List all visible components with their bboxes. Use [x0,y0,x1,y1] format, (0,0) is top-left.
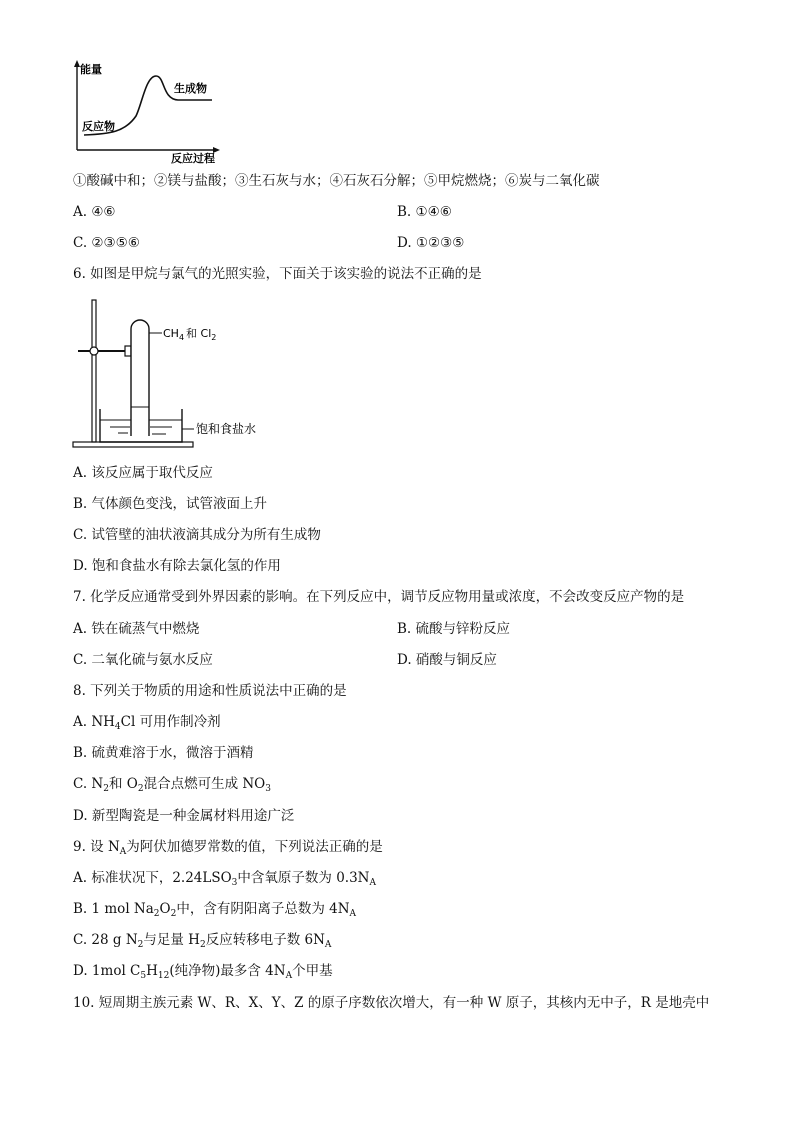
q6-stem: 6. 如图是甲烷与氯气的光照实验，下面关于该实验的说法不正确的是 [73,266,482,282]
q5-option-a: A. ④⑥ [73,204,116,220]
q8-option-a: A. $NH_4Cl$ 可用作制冷剂 [73,714,221,732]
energy-diagram [70,58,230,166]
q8-option-c: C. $N_2$和 $O_2$混合点燃可生成 $NO_3$ [73,776,271,794]
q7-stem: 7. 化学反应通常受到外界因素的影响。在下列反应中，调节反应物用量或浓度，不会改变反应产物的是 [73,589,685,605]
q7-option-a: A. 铁在硫蒸气中燃烧 [73,621,200,637]
q9-option-b: B. 1 mol $Na_2O_2$中，含有阴阳离子总数为 $4N_A$ [73,901,357,919]
gas-label: $CH_4$ 和 $Cl_2$ [163,327,217,342]
q7-option-b: B. 硫酸与锌粉反应 [397,621,511,637]
q10-stem: 10. 短周期主族元素 W、R、X、Y、Z 的原子序数依次增大，有一种 W 原子，其核内无中子，R 是地壳中 [73,995,710,1011]
q5-items: ①酸碱中和；②镁与盐酸；③生石灰与水；④石灰石分解；⑤甲烷燃烧；⑥炭与二氧化碳 [73,173,600,189]
q9-option-a: A. 标准状况下，$2.24LSO_3$中含氧原子数为 $0.3N_A$ [73,870,376,888]
q5-option-d: D. ①②③⑤ [397,235,465,251]
q8-option-d: D. 新型陶瓷是一种金属材料用途广泛 [73,808,295,824]
apparatus-diagram [70,296,260,454]
q9-option-c: C. 28 g $N_2$与足量 $H_2$反应转移电子数 $6N_A$ [73,932,332,950]
q9-stem: 9. 设 $N_A$为阿伏加德罗常数的值，下列说法正确的是 [73,839,383,857]
energy-ylabel: 能量 [80,63,102,76]
q6-option-a: A. 该反应属于取代反应 [73,465,213,481]
q6-option-b: B. 气体颜色变浅，试管液面上升 [73,496,268,512]
stand-base [73,442,193,447]
q6-option-d: D. 饱和食盐水有除去氯化氢的作用 [73,558,281,574]
q5-option-b: B. ①④⑥ [397,204,452,220]
q6-option-c: C. 试管壁的油状液滴其成分为所有生成物 [73,527,321,543]
test-tube [131,320,149,436]
liquid-label: 饱和食盐水 [196,422,257,436]
q5-option-c: C. ②③⑤⑥ [73,235,140,251]
energy-xlabel: 反应过程 [171,152,215,165]
clamp-jaw [125,346,131,356]
energy-reactant-label: 反应物 [82,120,115,133]
clamp-knob [90,347,98,355]
q8-option-b: B. 硫黄难溶于水，微溶于酒精 [73,745,254,761]
q7-option-c: C. 二氧化硫与氨水反应 [73,652,213,668]
q7-option-d: D. 硝酸与铜反应 [397,652,497,668]
energy-product-label: 生成物 [174,82,207,95]
q8-stem: 8. 下列关于物质的用途和性质说法中正确的是 [73,683,347,699]
stand-rod [92,300,96,442]
q9-option-d: D. 1mol $C_5H_{12}$(纯净物)最多含 $4N_A$个甲基 [73,963,333,981]
